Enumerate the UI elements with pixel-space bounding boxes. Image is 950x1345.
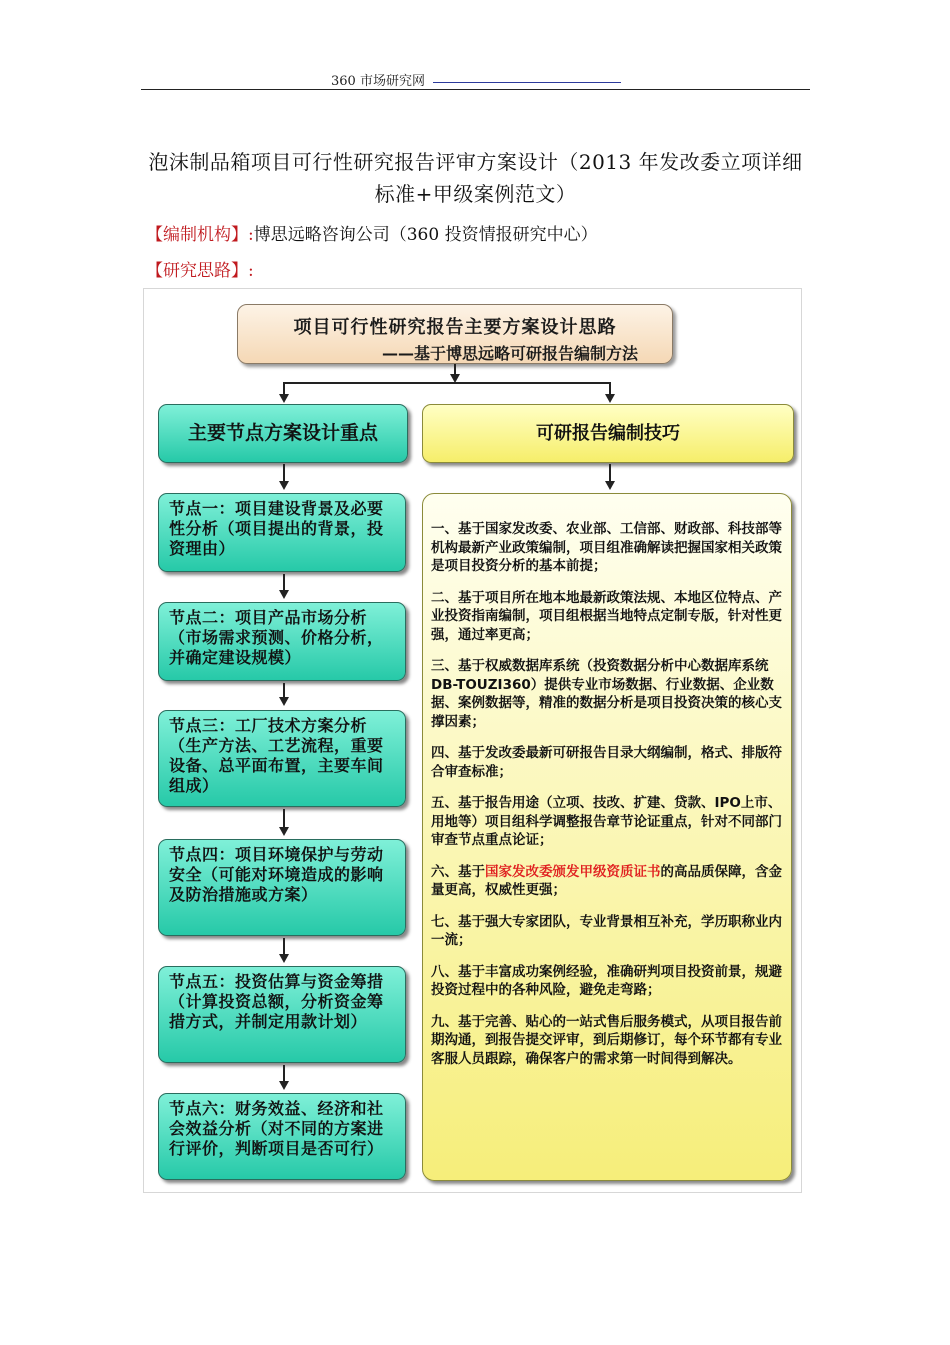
tip-6-highlight: 国家发改委颁发甲级资质证书 (485, 863, 661, 880)
tip-4: 四、基于发改委最新可研报告目录大纲编制，格式、排版符合审查标准； (431, 745, 782, 780)
tip-3: 三、基于权威数据库系统（投资数据分析中心数据库系统DB-TOUZI360）提供专业市场数据、行业数据、企业数据、案例数据等，精准的数据分析是项目投资决策的核心支撑因素； (431, 658, 782, 730)
top-box-title: 项目可行性研究报告主要方案设计思路 (293, 317, 617, 338)
connector (283, 464, 285, 481)
connector (283, 1065, 285, 1081)
org-label: 【编制机构】: (146, 225, 254, 245)
node-1: 节点一：项目建设背景及必要性分析（项目提出的背景，投资理由） (158, 493, 406, 572)
connector (283, 938, 285, 954)
node-4: 节点四：项目环境保护与劳动安全（可能对环境造成的影响及防治措施或方案） (158, 839, 406, 936)
tip-5: 五、基于报告用途（立项、技改、扩建、贷款、IPO上市、用地等）项目组科学调整报告章节论证重点，针对不同部门审查节点重点论证； (431, 795, 782, 848)
arrow-head (279, 590, 289, 599)
document-title: 泡沫制品箱项目可行性研究报告评审方案设计（2013 年发改委立项详细标准+甲级案例范文） (148, 150, 803, 206)
arrow-head (279, 481, 289, 490)
arrow-head (605, 481, 615, 490)
right-column-header: 可研报告编制技巧 (422, 404, 794, 463)
arrow-head (279, 394, 289, 403)
node-3: 节点三：工厂技术方案分析（生产方法、工艺流程，重要设备、总平面布置，主要车间组成） (158, 710, 406, 807)
tip-8: 八、基于丰富成功案例经验，准确研判项目投资前景，规避投资过程中的各种风险，避免走弯路； (431, 963, 782, 998)
connector (283, 809, 285, 827)
tip-2: 二、基于项目所在地本地最新政策法规、本地区位特点、产业投资指南编制，项目组根据当地特点定制专版，针对性更强，通过率更高； (431, 589, 782, 643)
arrow-head (279, 954, 289, 963)
idea-label: 【研究思路】: (146, 261, 254, 281)
idea-line (146, 256, 254, 281)
node-5: 节点五：投资估算与资金筹措（计算投资总额，分析资金筹措方式，并制定用款计划） (158, 966, 406, 1063)
connector (283, 683, 285, 697)
connector (283, 574, 285, 590)
node-6: 节点六：财务效益、经济和社会效益分析（对不同的方案进行评价，判断项目是否可行） (158, 1093, 406, 1180)
tip-6-suffix: 的高品质保障，含金量更高，权威性更强； (431, 863, 782, 898)
top-box-subtitle: ——基于博思远略可研报告编制方法 (381, 344, 638, 363)
org-value: 博思远略咨询公司（360 投资情报研究中心） (253, 225, 598, 245)
node-2: 节点二：项目产品市场分析（市场需求预测、价格分析，并确定建设规模） (158, 602, 406, 681)
connector (283, 382, 610, 384)
connector (609, 464, 611, 481)
tips-box (422, 493, 792, 1181)
header-underline (433, 82, 621, 83)
arrow-head (279, 697, 289, 706)
flow-top-box (237, 304, 673, 364)
org-line (146, 220, 598, 245)
tip-6 (431, 863, 783, 900)
arrow-head (605, 394, 615, 403)
arrow-head (279, 827, 289, 836)
tip-7: 七、基于强大专家团队，专业背景相互补充，学历职称业内一流； (431, 913, 782, 948)
flowchart (143, 288, 802, 1193)
left-column-header: 主要节点方案设计重点 (158, 404, 408, 463)
tip-9: 九、基于完善、贴心的一站式售后服务模式，从项目报告前期沟通，到报告提交评审，到后期修订，每个环节都有专业客服人员跟踪，确保客户的需求第一时间得到解决。 (431, 1013, 782, 1067)
page-header (141, 68, 810, 90)
arrow-head (279, 1081, 289, 1090)
header-site-name: 360 市场研究网 (331, 74, 425, 89)
tip-6-prefix: 六、基于 (431, 863, 485, 880)
tip-1: 一、基于国家发改委、农业部、工信部、财政部、科技部等机构最新产业政策编制，项目组准确解读把握国家相关政策是项目投资分析的基本前提； (431, 521, 782, 574)
